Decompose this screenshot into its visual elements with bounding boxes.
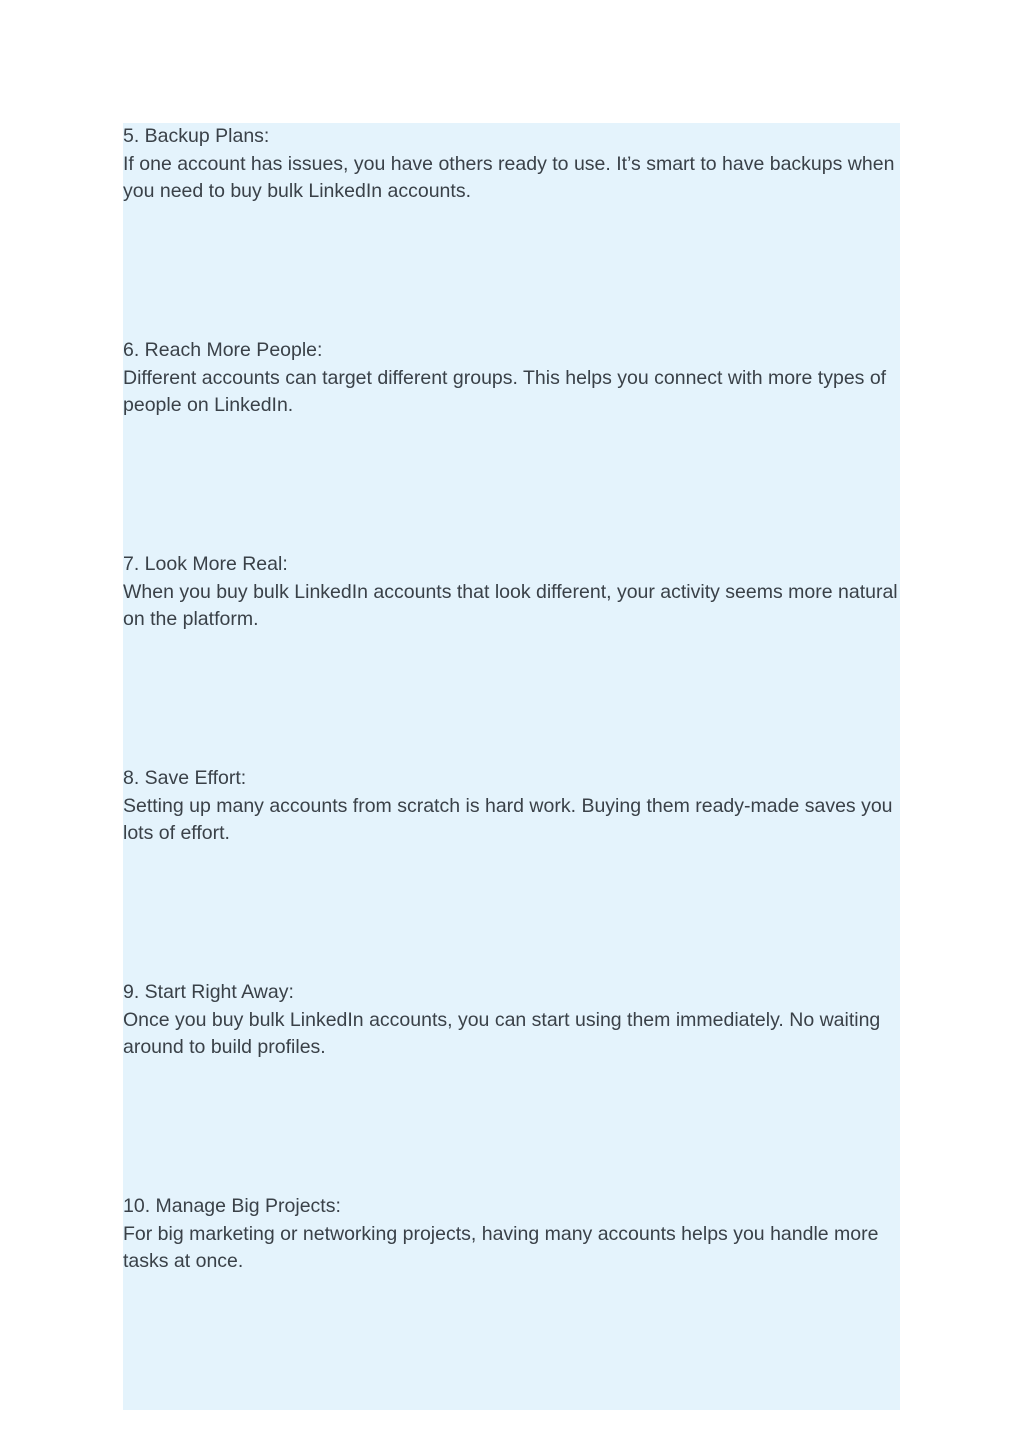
section-title: 9. Start Right Away: (123, 981, 294, 1003)
section-body: Once you buy bulk LinkedIn accounts, you can start using them immediately. No waiting around to build profiles. (123, 1008, 881, 1058)
section-body: When you buy bulk LinkedIn accounts that look different, your activity seems more natural on the platform. (123, 580, 898, 630)
section-body: For big marketing or networking projects, having many accounts helps you handle more tasks at once. (123, 1222, 879, 1272)
section-title: 10. Manage Big Projects: (123, 1195, 341, 1217)
section-title: 7. Look More Real: (123, 553, 288, 575)
section-title: 8. Save Effort: (123, 767, 247, 789)
content-panel (123, 123, 900, 1410)
section-start-right-away (123, 979, 900, 1062)
section-backup-plans (123, 123, 900, 206)
section-body: Setting up many accounts from scratch is hard work. Buying them ready-made saves you lots of effort. (123, 794, 893, 844)
section-look-more-real (123, 551, 900, 634)
section-manage-big-projects (123, 1193, 900, 1276)
section-title: 6. Reach More People: (123, 339, 323, 361)
section-reach-more-people (123, 337, 900, 420)
section-body: Different accounts can target different groups. This helps you connect with more types of people on LinkedIn. (123, 366, 887, 416)
section-save-effort (123, 765, 900, 848)
section-body: If one account has issues, you have others ready to use. It’s smart to have backups when you need to buy bulk LinkedIn accounts. (123, 152, 895, 202)
section-title: 5. Backup Plans: (123, 125, 270, 147)
